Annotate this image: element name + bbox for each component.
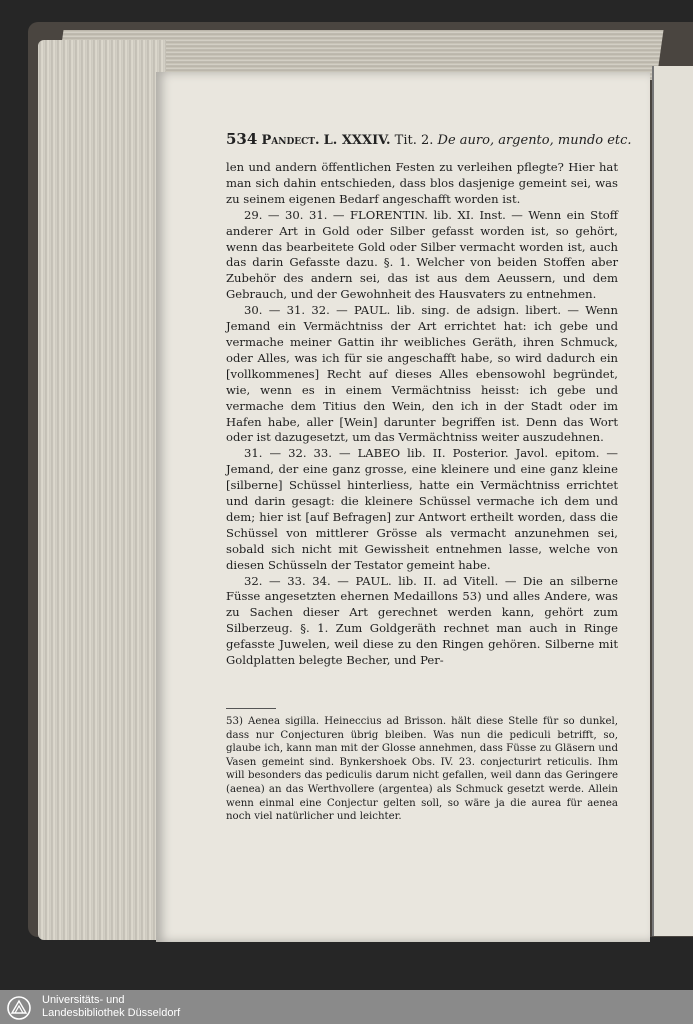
header-pandect: Pandect. — [261, 133, 320, 148]
paragraph: len und andern öffentlichen Festen zu verleihen pflegte? Hier hat man sich dahin entschieden, dass blos dasjenige gemeint sei, was zu seinem eigenen Bedarf angeschafft worden ist. — [226, 160, 618, 206]
library-name-line1: Universitäts- und — [42, 994, 125, 1006]
paragraph: 29. — 30. 31. — FLORENTIN. lib. XI. Inst. — Wenn ein Stoff anderer Art in Gold oder Silber gefasst worden ist, so gehört, wenn das bearbeitete Gold oder Silber vermacht worden ist, auch das darin Gefasste dazu. §. 1. Welcher von beiden Stoffen aber Zubehör des andern sei, das ist aus dem Aeussern, und dem Gebrauch, und der Gewohnheit des Hausvaters zu entnehmen. — [226, 207, 618, 302]
paragraph: 32. — 33. 34. — PAUL. lib. II. ad Vitell. — Die an silberne Füsse angesetzten ehernen Medaillons 53) und alles Andere, was zu Sachen dieser Art gerechnet werden kann, gehört zum Silberzeug. §. 1. Zum Goldgeräth rechnet man auch in Ringe gefasste Juwelen, weil diese zu den Ringen gehören. Silberne mit Goldplatten belegte Becher, und Per- — [226, 573, 618, 668]
header-subject: De auro, argento, mundo etc. — [437, 133, 632, 148]
paragraph: 30. — 31. 32. — PAUL. lib. sing. de adsign. libert. — Wenn Jemand ein Vermächtniss der Art errichtet hat: ich gebe und vermache meiner Gattin ihr weibliches Geräth, ihren Schmuck, oder Alles, was ich für sie angeschafft habe, so wird dadurch ein [vollkommenes] Recht auf dieses Alles ebensowohl begründet, wie, wenn es in einem Vermächtniss heisst: ich gebe und vermache dem Titius den Wein, den ich in der Stadt oder im Hafen habe, aller [Wein] darunter begriffen ist. Denn das Wort oder ist dazugesetzt, um das Vermächtniss weiter auszudehnen. — [226, 303, 618, 445]
book-page-edges — [38, 40, 166, 940]
page-number: 534 — [226, 130, 258, 148]
book-page — [156, 72, 650, 942]
library-name[interactable] — [42, 994, 180, 1020]
paragraph: 31. — 32. 33. — LABEO lib. II. Posterior. Javol. epitom. — Jemand, der eine ganz grosse, eine kleinere und eine ganz kleine [silberne] Schüssel hinterliess, hatte ein Vermächtniss errichtet und darin gesagt: die kleinere Schüssel vermache ich dem und dem; hier ist [auf Befragen] zur Antwort ertheilt worden, dass die Schüssel von mittlerer Grösse als vermacht anzunehmen sei, sobald sich nicht mit Gewissheit entnehmen lasse, welche von diesen Schüsseln der Testator gemeint habe. — [226, 446, 618, 572]
footnote-rule — [226, 708, 276, 709]
ulb-logo-icon[interactable] — [6, 996, 32, 1020]
running-header — [226, 130, 632, 148]
facing-page-edge — [652, 66, 693, 936]
body-text — [226, 160, 618, 669]
header-book: L. XXXIV. — [323, 133, 391, 148]
header-title: Tit. 2. — [394, 133, 434, 148]
footnote: 53) Aenea sigilla. Heineccius ad Brisson. hält diese Stelle für so dunkel, dass nur Conjecturen übrig bleiben. Was nun die pediculi betrifft, so, glaube ich, kann man mit der Glosse annehmen, dass Füsse zu Gläsern und Vasen gemeint sind. Bynkershoek Obs. IV. 23. conjecturirt reticulis. Ihm will besonders das pediculis darum nicht gefallen, weil dann das Geringere (aenea) an das Werthvollere (argentea) als Schmuck gesetzt werde. Allein wenn einmal eine Conjectur gelten soll, so wäre ja die aurea für aenea noch viel natürlicher und leichter. — [226, 716, 618, 823]
library-name-line2: Landesbibliothek Düsseldorf — [42, 1007, 181, 1019]
